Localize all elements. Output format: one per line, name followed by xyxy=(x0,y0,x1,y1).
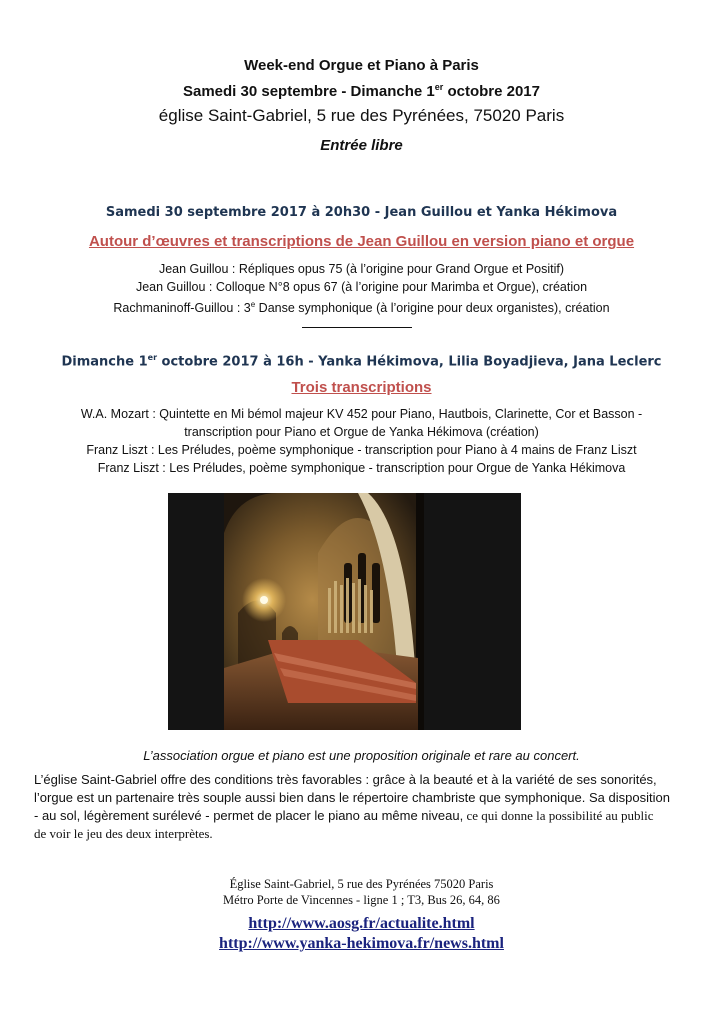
program-line: W.A. Mozart : Quintette en Mi bémol majeur KV 452 pour Piano, Hautbois, Clarinette, Cor et Basson - xyxy=(80,407,643,421)
program-line: Franz Liszt : Les Préludes, poème symphonique - transcription pour Piano à 4 mains de Franz Liszt xyxy=(86,443,637,457)
paragraph-line: L’église Saint-Gabriel offre des conditions très favorables : grâce à la beauté et à la variété de ses sonorités, xyxy=(34,772,657,787)
aosg-link[interactable]: http://www.aosg.fr/actualite.html xyxy=(248,915,475,932)
program-line: Rachmaninoff-Guillou : 3e Danse symphonique (à l’origine pour deux organistes), création xyxy=(113,300,610,316)
concert2-subtitle: Trois transcriptions xyxy=(291,379,432,396)
program-line: Jean Guillou : Colloque N°8 opus 67 (à l’origine pour Marimba et Orgue), création xyxy=(135,280,588,294)
paragraph-line: l’orgue est un partenaire très souple aussi bien dans le répertoire chambriste que symphonique. Sa disposition xyxy=(34,790,670,805)
program-line: Franz Liszt : Les Préludes, poème symphonique - transcription pour Orgue de Yanka Hékimova xyxy=(97,461,626,475)
concert1-heading: Samedi 30 septembre 2017 à 20h30 - Jean Guillou et Yanka Hékimova xyxy=(105,205,618,220)
entry-note: Entrée libre xyxy=(320,137,403,154)
yanka-hekimova-link[interactable]: http://www.yanka-hekimova.fr/news.html xyxy=(219,935,504,952)
paragraph-line: de voir le jeu des deux interprètes. xyxy=(34,826,213,841)
program-line: transcription pour Piano et Orgue de Yanka Hékimova (création) xyxy=(184,425,539,439)
paragraph-line: - au sol, légèrement surélevé - permet de placer le piano au même niveau, ce qui donne la possibilité au public xyxy=(34,808,654,823)
footer-address: Église Saint-Gabriel, 5 rue des Pyrénées 75020 Paris xyxy=(229,877,494,891)
concert2-heading: Dimanche 1er octobre 2017 à 16h - Yanka Hékimova, Lilia Boyadjieva, Jana Leclerc xyxy=(61,353,662,370)
program-line: Jean Guillou : Répliques opus 75 (à l’origine pour Grand Orgue et Positif) xyxy=(158,262,565,276)
concert2-program xyxy=(0,405,723,477)
description-paragraph xyxy=(34,771,690,843)
event-title: Week-end Orgue et Piano à Paris xyxy=(244,57,479,74)
footer-metro: Métro Porte de Vincennes - ligne 1 ; T3, Bus 26, 64, 86 xyxy=(223,893,500,907)
concert1-program xyxy=(0,260,723,317)
event-dates: Samedi 30 septembre - Dimanche 1er octobre 2017 xyxy=(182,82,540,100)
venue: église Saint-Gabriel, 5 rue des Pyrénées, 75020 Paris xyxy=(158,106,565,125)
church-interior-photo xyxy=(168,493,521,730)
photo-caption: L’association orgue et piano est une proposition originale et rare au concert. xyxy=(143,748,580,763)
separator-line xyxy=(302,327,412,328)
concert1-subtitle: Autour d’œuvres et transcriptions de Jean Guillou en version piano et orgue xyxy=(88,233,635,250)
